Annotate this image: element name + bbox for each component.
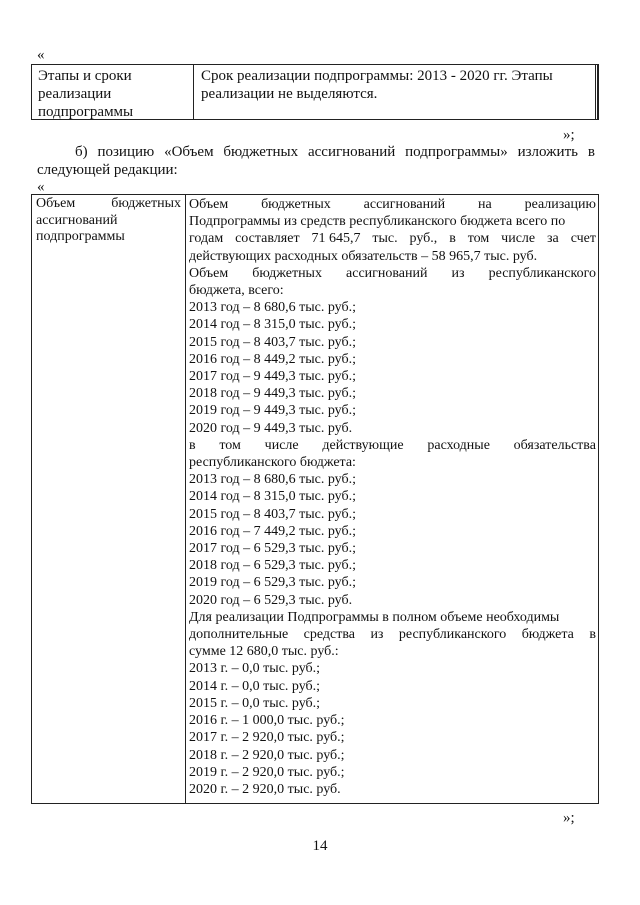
stages-label-cell	[32, 65, 194, 119]
stages-label-line: подпрограммы	[38, 104, 134, 120]
word: тыс.	[372, 231, 398, 247]
word: средства	[303, 627, 355, 643]
republican-year-line: 2020 год – 9 449,3 тыс. руб.	[189, 420, 353, 436]
word: годам	[189, 231, 224, 247]
republican-year-line: 2013 год – 8 680,6 тыс. руб.;	[189, 300, 356, 316]
word: числе	[264, 437, 299, 453]
word: составляет	[235, 231, 300, 247]
opening-quote: «	[37, 47, 45, 63]
word: ассигнований	[346, 265, 428, 281]
word: республиканского	[398, 627, 507, 643]
republican-budget-line: бюджета, всего:	[189, 283, 284, 299]
stages-label-line: Этапы и сроки	[38, 68, 132, 84]
instruction-line-2: следующей редакции:	[37, 162, 178, 178]
active-year-line: 2019 год – 6 529,3 тыс. руб.;	[189, 575, 356, 591]
word: подпрограммы»	[405, 144, 508, 160]
additional-year-line: 2017 г. – 2 920,0 тыс. руб.;	[189, 730, 345, 746]
word: изложить	[517, 144, 578, 160]
word: числе	[501, 231, 536, 247]
word: бюджета	[521, 627, 574, 643]
word: Объем	[36, 196, 76, 211]
opening-quote: «	[37, 179, 45, 195]
word: республиканского	[488, 265, 596, 281]
word: бюджетных	[261, 197, 331, 212]
stages-label-line: реализации	[38, 86, 112, 102]
word: том	[219, 437, 241, 453]
active-obligations-line: республиканского бюджета:	[189, 455, 356, 471]
additional-funds-line: Для реализации Подпрограммы в полном объеме необходимы	[189, 609, 560, 625]
word: б)	[75, 144, 88, 160]
active-year-line: 2020 год – 6 529,3 тыс. руб.	[189, 592, 353, 608]
word: реализацию	[524, 197, 596, 212]
republican-year-line: 2016 год – 8 449,2 тыс. руб.;	[189, 351, 356, 367]
word: из	[451, 265, 465, 281]
word: на	[477, 197, 492, 212]
active-year-line: 2015 год – 8 403,7 тыс. руб.;	[189, 506, 356, 522]
word: ассигнований	[363, 197, 446, 212]
instruction-line	[75, 143, 595, 161]
closing-quote: »;	[563, 810, 575, 826]
stages-value-line: реализации не выделяются.	[201, 86, 378, 102]
budget-label-line: ассигнований	[36, 212, 118, 228]
stages-value-line: Срок реализации подпрограммы: 2013 - 2020 гг. Этапы	[201, 68, 553, 84]
budget-label-line	[36, 196, 181, 213]
word: из	[370, 627, 384, 643]
active-obligations-line	[189, 437, 596, 454]
intro-line	[189, 230, 596, 247]
intro-line: действующих расходных обязательств – 58 965,7 тыс. руб.	[189, 248, 538, 264]
active-year-line: 2018 год – 6 529,3 тыс. руб.;	[189, 558, 356, 574]
word: обязательства	[513, 437, 596, 453]
budget-value-cell	[186, 195, 598, 803]
page-number: 14	[312, 838, 328, 854]
word: 71 645,7	[311, 231, 361, 247]
budget-label-cell	[32, 195, 186, 803]
word: руб.,	[409, 231, 438, 247]
additional-funds-line: сумме 12 680,0 тыс. руб.:	[189, 644, 339, 660]
budget-label-line: подпрограммы	[36, 229, 125, 244]
additional-year-line: 2016 г. – 1 000,0 тыс. руб.;	[189, 713, 345, 729]
active-year-line: 2013 год – 8 680,6 тыс. руб.;	[189, 472, 356, 488]
additional-funds-line	[189, 626, 596, 643]
republican-year-line: 2019 год – 9 449,3 тыс. руб.;	[189, 403, 356, 419]
additional-year-line: 2020 г. – 2 920,0 тыс. руб.	[189, 781, 341, 797]
additional-year-line: 2013 г. – 0,0 тыс. руб.;	[189, 661, 321, 677]
word: в	[449, 231, 456, 247]
word: ассигнований	[307, 144, 396, 160]
stages-value-cell	[194, 65, 598, 119]
word: «Объем	[164, 144, 214, 160]
additional-year-line: 2019 г. – 2 920,0 тыс. руб.;	[189, 764, 345, 780]
republican-year-line: 2015 год – 8 403,7 тыс. руб.;	[189, 334, 356, 350]
active-year-line: 2017 год – 6 529,3 тыс. руб.;	[189, 541, 356, 557]
republican-budget-line	[189, 265, 596, 282]
additional-year-line: 2014 г. – 0,0 тыс. руб.;	[189, 678, 321, 694]
word: в	[589, 627, 596, 643]
word: дополнительные	[189, 627, 289, 643]
stages-table	[31, 64, 599, 120]
word: Объем	[189, 265, 229, 281]
budget-table	[31, 194, 599, 804]
word: в	[189, 437, 196, 453]
word: позицию	[97, 144, 155, 160]
instruction-paragraph	[75, 143, 595, 161]
word: действующие	[322, 437, 404, 453]
word: том	[467, 231, 490, 247]
word: за	[547, 231, 559, 247]
word: счет	[570, 231, 596, 247]
republican-year-line: 2014 год – 8 315,0 тыс. руб.;	[189, 317, 356, 333]
word: расходные	[427, 437, 490, 453]
word: бюджетных	[223, 144, 299, 160]
republican-year-line: 2017 год – 9 449,3 тыс. руб.;	[189, 369, 356, 385]
republican-year-line: 2018 год – 9 449,3 тыс. руб.;	[189, 386, 356, 402]
additional-year-line: 2018 г. – 2 920,0 тыс. руб.;	[189, 747, 345, 763]
active-year-line: 2014 год – 8 315,0 тыс. руб.;	[189, 489, 356, 505]
word: бюджетных	[252, 265, 322, 281]
closing-quote: »;	[563, 127, 575, 143]
intro-line: Подпрограммы из средств республиканского бюджета всего по	[189, 214, 566, 230]
active-year-line: 2016 год – 7 449,2 тыс. руб.;	[189, 523, 356, 539]
word: в	[587, 144, 595, 160]
word: Объем	[189, 197, 229, 212]
word: бюджетных	[111, 196, 181, 211]
additional-year-line: 2015 г. – 0,0 тыс. руб.;	[189, 695, 321, 711]
intro-line	[189, 196, 596, 213]
